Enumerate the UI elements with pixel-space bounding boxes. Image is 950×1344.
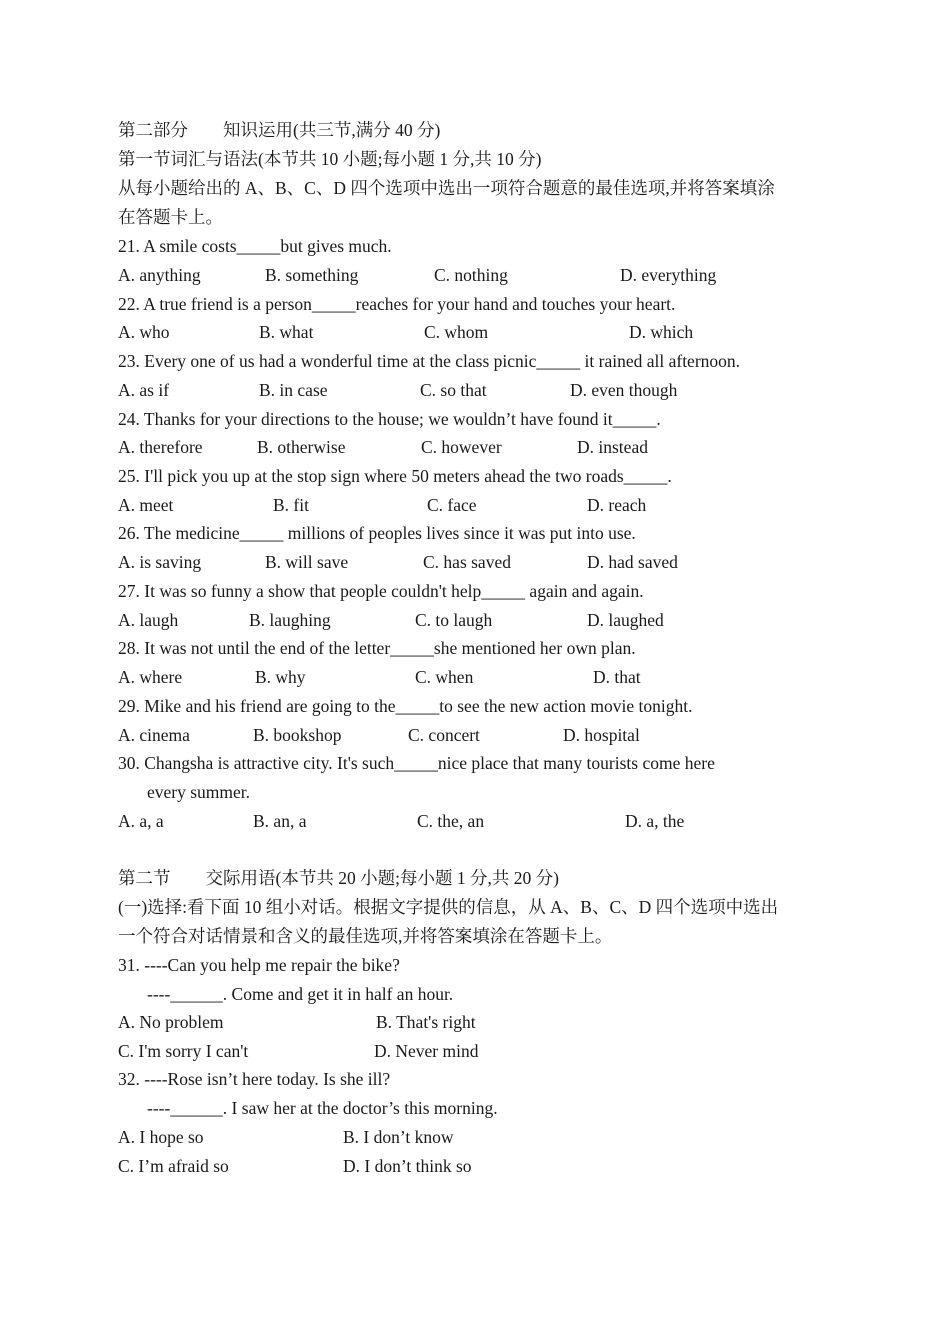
option-d: D. reach [587,495,647,515]
option-a: A. anything [118,265,201,285]
option-a: A. No problem [118,1012,224,1032]
dialogue-line-2: ----______. Come and get it in half an hour. [147,984,454,1004]
option-b: B. fit [273,495,309,515]
option-b: B. why [255,667,306,687]
question-stem: 27. It was so funny a show that people couldn't help_____ again and again. [118,581,644,601]
option-b: B. bookshop [253,725,342,745]
dialogue-line-1: 31. ----Can you help me repair the bike? [118,955,400,975]
option-c: C. nothing [434,265,508,285]
option-a: A. where [118,667,183,687]
option-b: B. something [265,265,359,285]
option-c: C. I’m afraid so [118,1156,229,1176]
option-c: C. the, an [417,811,485,831]
option-d: D. Never mind [374,1041,479,1061]
options-row [0,436,950,458]
option-b: B. will save [265,552,349,572]
option-d: D. everything [620,265,717,285]
section2-title: 第二节 交际用语(本节共 20 小题;每小题 1 分,共 20 分) [118,868,559,888]
option-c: C. I'm sorry I can't [118,1041,249,1061]
option-d: D. even though [570,380,678,400]
question-stem: 28. It was not until the end of the letter_____she mentioned her own plan. [118,638,636,658]
options-row [0,666,950,688]
question-stem: 30. Changsha is attractive city. It's such_____nice place that many tourists come here [118,753,715,773]
options-row [0,609,950,631]
section1-title: 第一节词汇与语法(本节共 10 小题;每小题 1 分,共 10 分) [118,149,542,169]
option-c: C. however [421,437,502,457]
option-b: B. otherwise [257,437,346,457]
options-row [0,551,950,573]
section1-instructions-line2: 在答题卡上。 [118,207,223,227]
question-stem: 21. A smile costs_____but gives much. [118,236,392,256]
option-a: A. who [118,322,170,342]
option-a: A. is saving [118,552,202,572]
dialogue-line-1: 32. ----Rose isn’t here today. Is she ill? [118,1069,391,1089]
option-c: C. to laugh [415,610,493,630]
option-b: B. That's right [376,1012,476,1032]
option-d: D. hospital [563,725,640,745]
part-title: 第二部分 知识运用(共三节,满分 40 分) [118,120,441,140]
option-a: A. I hope so [118,1127,204,1147]
options-row [0,321,950,343]
option-d: D. a, the [625,811,685,831]
dialogue-line-2: ----______. I saw her at the doctor’s this morning. [147,1098,498,1118]
option-d: D. instead [577,437,648,457]
options-row [0,1155,950,1177]
question-stem: 29. Mike and his friend are going to the_____to see the new action movie tonight. [118,696,693,716]
question-stem: 25. I'll pick you up at the stop sign where 50 meters ahead the two roads_____. [118,466,672,486]
option-a: A. meet [118,495,174,515]
option-d: D. which [629,322,694,342]
option-b: B. what [259,322,314,342]
option-a: A. therefore [118,437,203,457]
option-b: B. laughing [249,610,331,630]
question-stem: 23. Every one of us had a wonderful time at the class picnic_____ it rained all afternoon. [118,351,741,371]
option-c: C. face [427,495,477,515]
options-row [0,1040,950,1062]
options-row [0,810,950,832]
option-b: B. I don’t know [343,1127,454,1147]
option-d: D. that [593,667,641,687]
options-row [0,1126,950,1148]
question-stem-continued: every summer. [147,782,251,802]
option-c: C. concert [408,725,480,745]
options-row [0,494,950,516]
option-a: A. laugh [118,610,179,630]
option-c: C. whom [424,322,489,342]
option-b: B. an, a [253,811,307,831]
option-c: C. has saved [423,552,511,572]
options-row [0,264,950,286]
option-a: A. a, a [118,811,164,831]
section2-instructions-line1: (一)选择:看下面 10 组小对话。根据文字提供的信息，从 A、B、C、D 四个选项中选出 [118,897,779,917]
section2-instructions-line2: 一个符合对话情景和含义的最佳选项,并将答案填涂在答题卡上。 [118,926,613,946]
question-stem: 24. Thanks for your directions to the house; we wouldn’t have found it_____. [118,409,661,429]
option-a: A. as if [118,380,170,400]
option-b: B. in case [259,380,328,400]
option-a: A. cinema [118,725,190,745]
question-stem: 26. The medicine_____ millions of peoples lives since it was put into use. [118,523,636,543]
options-row [0,724,950,746]
option-d: D. had saved [587,552,678,572]
option-c: C. when [415,667,474,687]
section1-instructions-line1: 从每小题给出的 A、B、C、D 四个选项中选出一项符合题意的最佳选项,并将答案填涂 [118,178,775,198]
options-row [0,379,950,401]
question-stem: 22. A true friend is a person_____reaches for your hand and touches your heart. [118,294,676,314]
option-c: C. so that [420,380,487,400]
option-d: D. laughed [587,610,664,630]
options-row [0,1011,950,1033]
option-d: D. I don’t think so [343,1156,472,1176]
